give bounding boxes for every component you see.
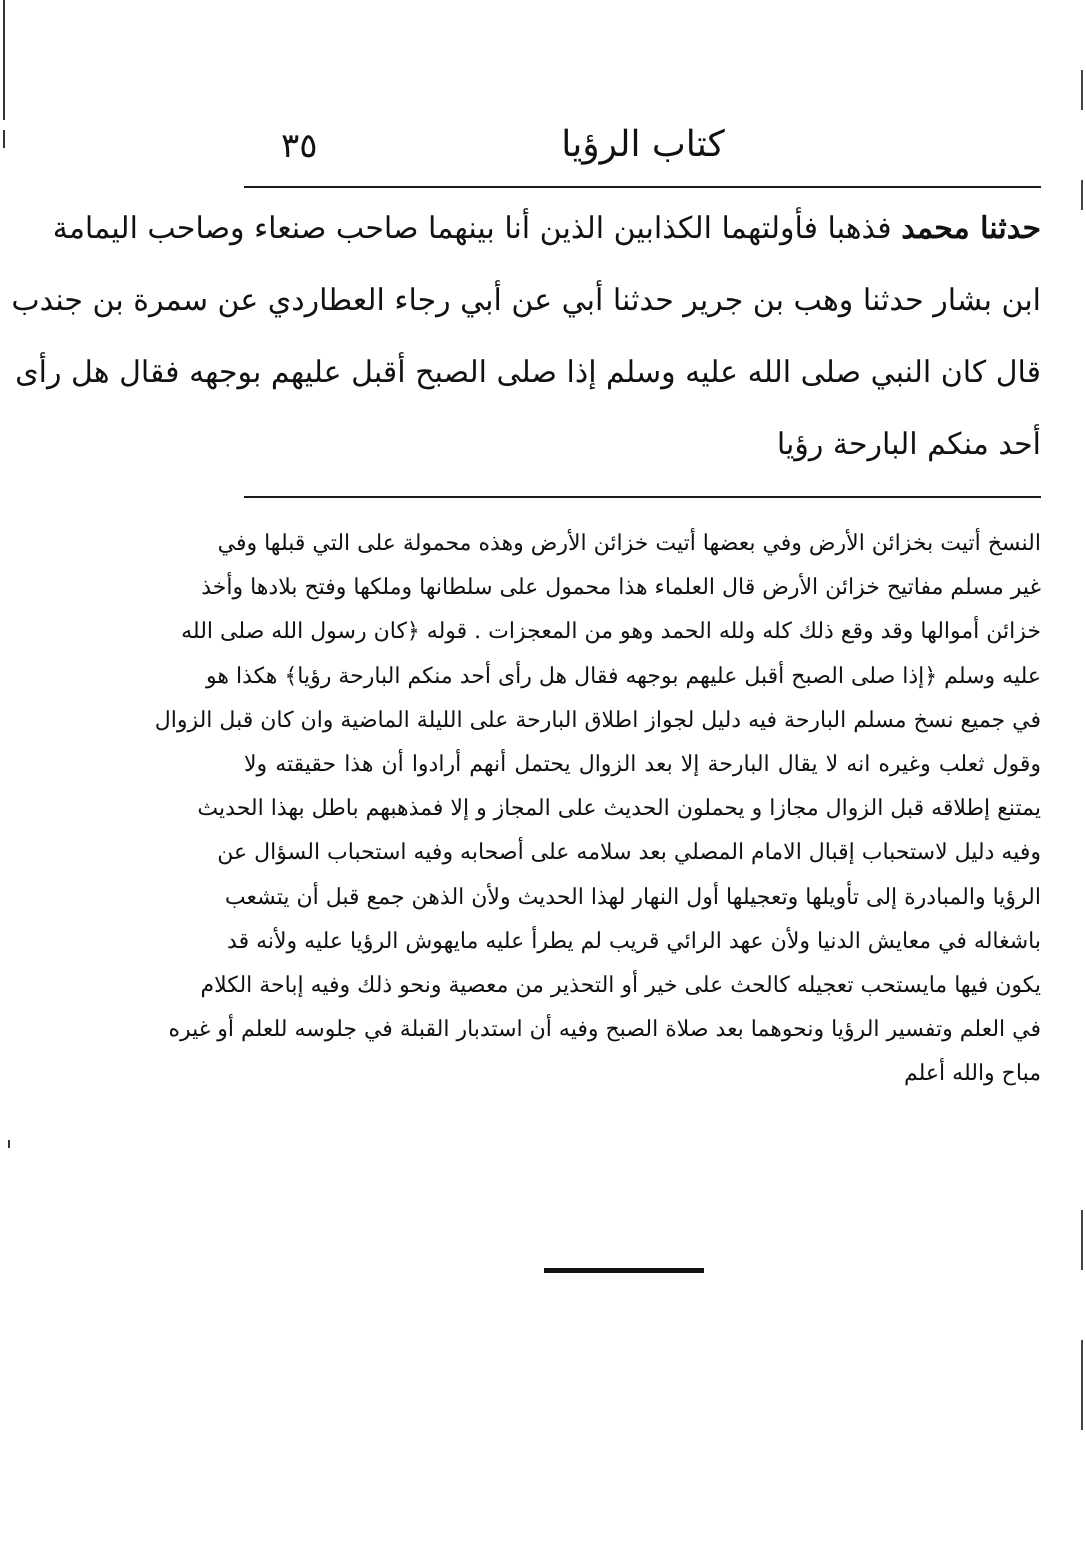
commentary-line: باشغاله في معايش الدنيا ولأن عهد الرائي قريب لم يطرأ عليه مايهوش الرؤيا عليه ولأنه قد bbox=[227, 928, 1041, 954]
scan-edge-mark bbox=[1081, 1210, 1083, 1270]
commentary-line: في العلم وتفسير الرؤيا ونحوهما بعد صلاة الصبح وفيه أن استدبار القبلة في جلوسه للعلم أو غيره bbox=[168, 1017, 1041, 1043]
hadith-line: ابن بشار حدثنا وهب بن جرير حدثنا أبي عن أبي رجاء العطاردي عن سمرة بن جندب bbox=[11, 283, 1041, 318]
scan-edge-mark bbox=[3, 130, 5, 148]
end-of-page-rule bbox=[544, 1268, 704, 1273]
scan-edge-mark bbox=[1081, 1340, 1083, 1430]
commentary-line: خزائن أموالها وقد وقع ذلك كله ولله الحمد وهو من المعجزات . قوله ﴿كان رسول الله صلى الله bbox=[181, 619, 1041, 645]
scan-edge-mark bbox=[8, 1140, 10, 1148]
scan-edge-mark bbox=[3, 0, 5, 120]
commentary-line: مباح والله أعلم bbox=[904, 1061, 1041, 1087]
narration-marker: حدثنا محمد bbox=[901, 211, 1041, 246]
commentary-line: يمتنع إطلاقه قبل الزوال مجازا و يحملون الحديث على المجاز و إلا فمذهبهم باطل بهذا الحديث bbox=[197, 796, 1041, 822]
page-header bbox=[245, 118, 1041, 182]
commentary-line: النسخ أتيت بخزائن الأرض وفي بعضها أتيت خزائن الأرض وهذه محمولة على التي قبلها وفي bbox=[217, 531, 1041, 556]
header-divider bbox=[244, 186, 1041, 188]
hadith-line: حدثنا محمد فذهبا فأولتهما الكذابين الذين أنا بينهما صاحب صنعاء وصاحب اليمامة bbox=[52, 211, 1041, 246]
scan-edge-mark bbox=[1081, 180, 1083, 210]
commentary-line: وقول ثعلب وغيره انه لا يقال البارحة إلا بعد الزوال يحتمل أنهم أرادوا أن هذا حقيقته ولا bbox=[244, 751, 1041, 777]
commentary-line: في جميع نسخ مسلم البارحة فيه دليل لجواز اطلاق البارحة على الليلة الماضية وان كان قبل الزوال bbox=[154, 707, 1041, 733]
page-number: ٣٥ bbox=[281, 126, 318, 166]
hadith-text bbox=[11, 196, 1041, 484]
hadith-line: أحد منكم البارحة رؤيا bbox=[776, 427, 1041, 462]
commentary-line: غير مسلم مفاتيح خزائن الأرض قال العلماء هذا محمول على سلطانها وملكها وفتح بلادها وأخذ bbox=[201, 575, 1041, 601]
running-title: كتاب الرؤيا bbox=[561, 124, 725, 165]
commentary-line: يكون فيها مايستحب تعجيله كالحث على خير أو التحذير من معصية ونحو ذلك وفيه إباحة الكلام bbox=[200, 972, 1041, 998]
section-divider bbox=[244, 496, 1041, 498]
hadith-line: قال كان النبي صلى الله عليه وسلم إذا صلى الصبح أقبل عليهم بوجهه فقال هل رأى bbox=[15, 355, 1041, 390]
scan-edge-mark bbox=[1081, 70, 1083, 110]
commentary-line: عليه وسلم ﴿إذا صلى الصبح أقبل عليهم بوجهه فقال هل رأى أحد منكم البارحة رؤيا﴾ هكذا هو bbox=[206, 663, 1041, 689]
commentary-text bbox=[154, 522, 1041, 1096]
commentary-line: وفيه دليل لاستحباب إقبال الامام المصلي بعد سلامه على أصحابه وفيه استحباب السؤال عن bbox=[217, 840, 1041, 866]
commentary-line: الرؤيا والمبادرة إلى تأويلها وتعجيلها أول النهار لهذا الحديث ولأن الذهن جمع قبل أن يتشعب bbox=[224, 884, 1041, 910]
